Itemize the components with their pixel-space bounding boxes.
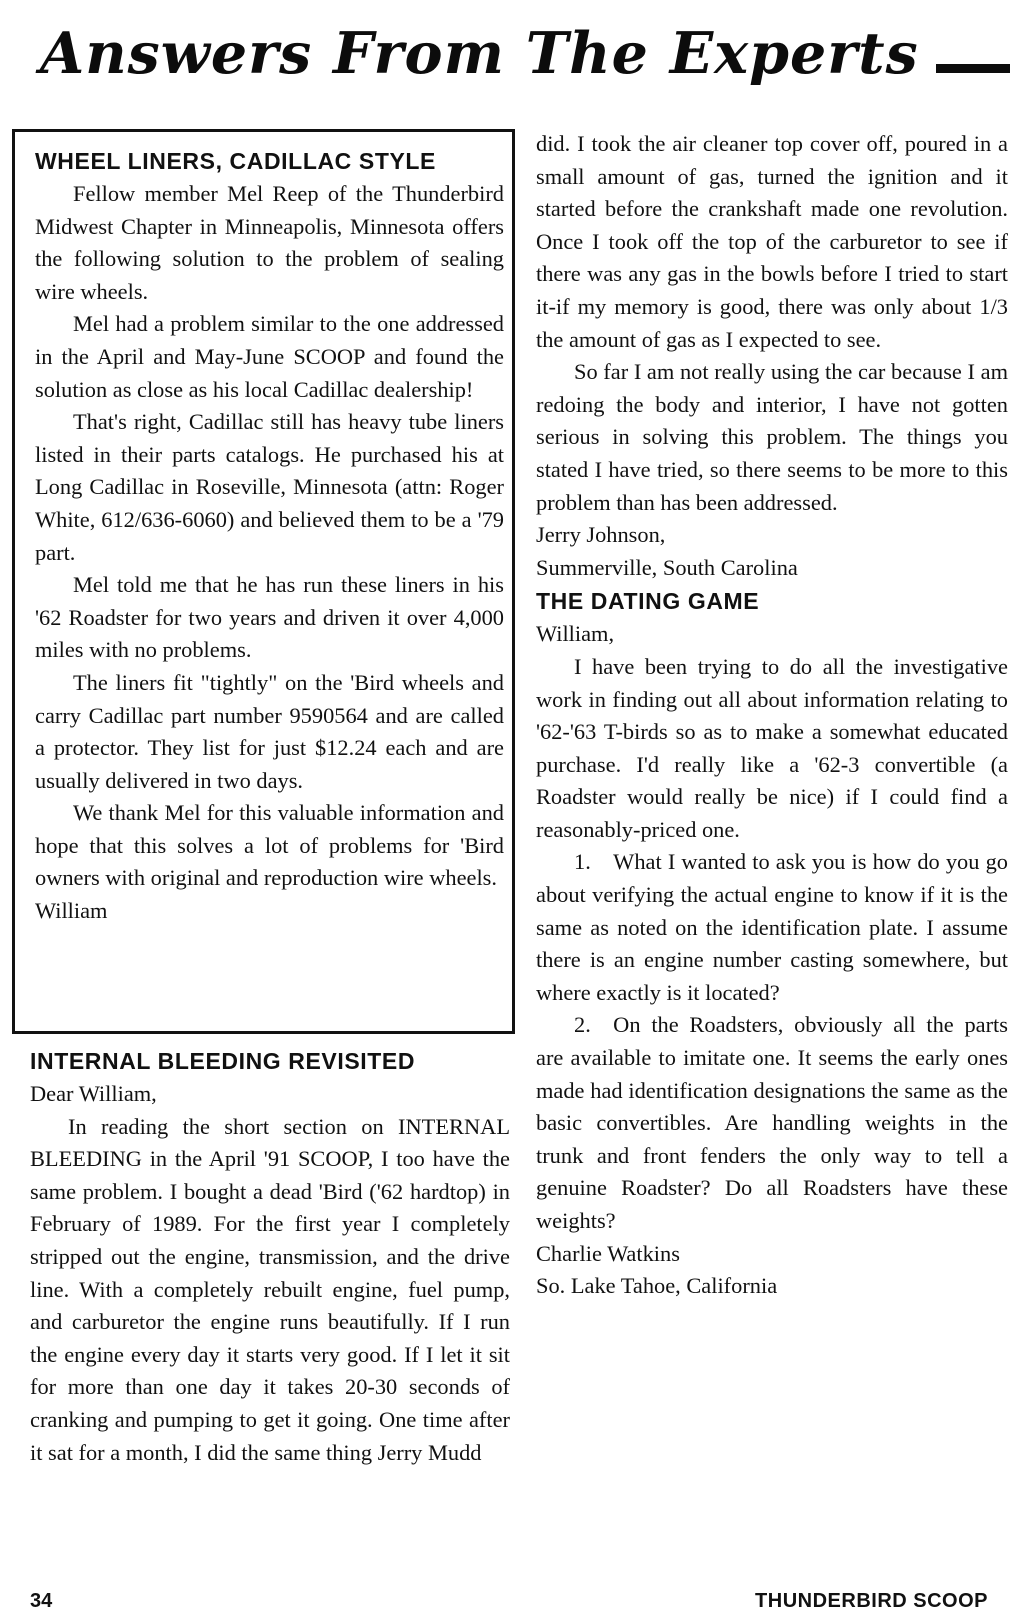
article-paragraph: Mel told me that he has run these liners in his '62 Roadster for two years and driven it over 4,000 miles with no problems. xyxy=(35,572,504,663)
question-item-1: 1. What I wanted to ask you is how do you go about verifying the actual engine to know if it is the same as noted on the identification plate. I assume there is an engine number casting somewhere, but where exactly is it located? xyxy=(536,849,1008,1005)
page-number: 34 xyxy=(30,1590,53,1612)
letter-signature-place: So. Lake Tahoe, California xyxy=(536,1273,778,1299)
article-paragraph: Mel had a problem similar to the one addressed in the April and May-June SCOOP and found the solution as close as his local Cadillac dealership! xyxy=(35,311,504,402)
question-item-2: 2. On the Roadsters, obviously all the parts are available to imitate one. It seems the early ones made had identification designations the same as the basic convertibles. Are handling weights in the trunk and front fenders the only way to tell a genuine Roadster? Do all Roadsters have these weights? xyxy=(536,1012,1008,1233)
page-title: Answers From The Experts xyxy=(40,20,919,87)
article-heading: WHEEL LINERS, CADILLAC STYLE xyxy=(35,148,436,174)
article-paragraph: Fellow member Mel Reep of the Thunderbird Midwest Chapter in Minneapolis, Minnesota offers the following solution to the problem of sealing wire wheels. xyxy=(35,181,504,304)
magazine-name: THUNDERBIRD SCOOP xyxy=(755,1590,988,1612)
internal-bleeding-heading: INTERNAL BLEEDING REVISITED xyxy=(30,1048,416,1074)
wheel-liners-article xyxy=(12,129,515,1034)
letter-signature-name: Charlie Watkins xyxy=(536,1240,680,1266)
article-paragraph: That's right, Cadillac still has heavy tube liners listed in their parts catalogs. He purchased his at Long Cadillac in Roseville, Minnesota (attn: Roger White, 612/636-6060) and believed them to be a '79 part. xyxy=(35,409,504,565)
letter-paragraph: I have been trying to do all the investigative work in finding out all about information relating to '62-'63 T-birds so as to make a somewhat educated purchase. I'd really like a '62-3 convertible (a Roadster would really be nice) if I could find a reasonably-priced one. xyxy=(536,653,1008,842)
letter-signature-name: Jerry Johnson, xyxy=(536,522,666,548)
letter-salutation: Dear William, xyxy=(30,1081,157,1106)
letter-paragraph: In reading the short section on INTERNAL BLEEDING in the April '91 SCOOP, I too have the same problem. I bought a dead 'Bird ('62 hardtop) in February of 1989. For the first year I completely stripped out the engine, transmission, and the drive line. With a completely rebuilt engine, fuel pump, and carburetor the engine runs beautifully. If I run the engine every day it starts very good. If I let it sit for more than one day it takes 20-30 seconds of cranking and pumping to get it going. One time after it sat for a month, I did the same thing Jerry Mudd xyxy=(30,1113,510,1465)
article-paragraph: We thank Mel for this valuable information and hope that this solves a lot of problems for 'Bird owners with original and reproduction wire wheels. xyxy=(35,800,504,891)
article-paragraph: The liners fit "tightly" on the 'Bird wheels and carry Cadillac part number 9590564 and are called a protector. They list for just $12.24 each and are usually delivered in two days. xyxy=(35,669,504,793)
article-signature: William xyxy=(35,898,108,924)
right-column xyxy=(536,128,1008,1303)
letter-paragraph: So far I am not really using the car because I am redoing the body and interior, I have not gotten serious in solving this problem. The things you stated I have tried, so there seems to be more to this problem than has been addressed. xyxy=(536,359,1008,515)
left-column xyxy=(30,1044,510,1469)
dating-game-heading: THE DATING GAME xyxy=(536,588,760,615)
title-rule xyxy=(936,64,1010,73)
letter-salutation: William, xyxy=(536,621,615,647)
letter-signature-place: Summerville, South Carolina xyxy=(536,554,798,580)
letter-paragraph-continued: did. I took the air cleaner top cover off, poured in a small amount of gas, turned the ignition and it started before the crankshaft made one revolution. Once I took off the top of the carburetor to see if there was any gas in the bowls before I tried to start it-if my memory is good, there was only about 1/3 the amount of gas as I expected to see. xyxy=(536,131,1008,352)
